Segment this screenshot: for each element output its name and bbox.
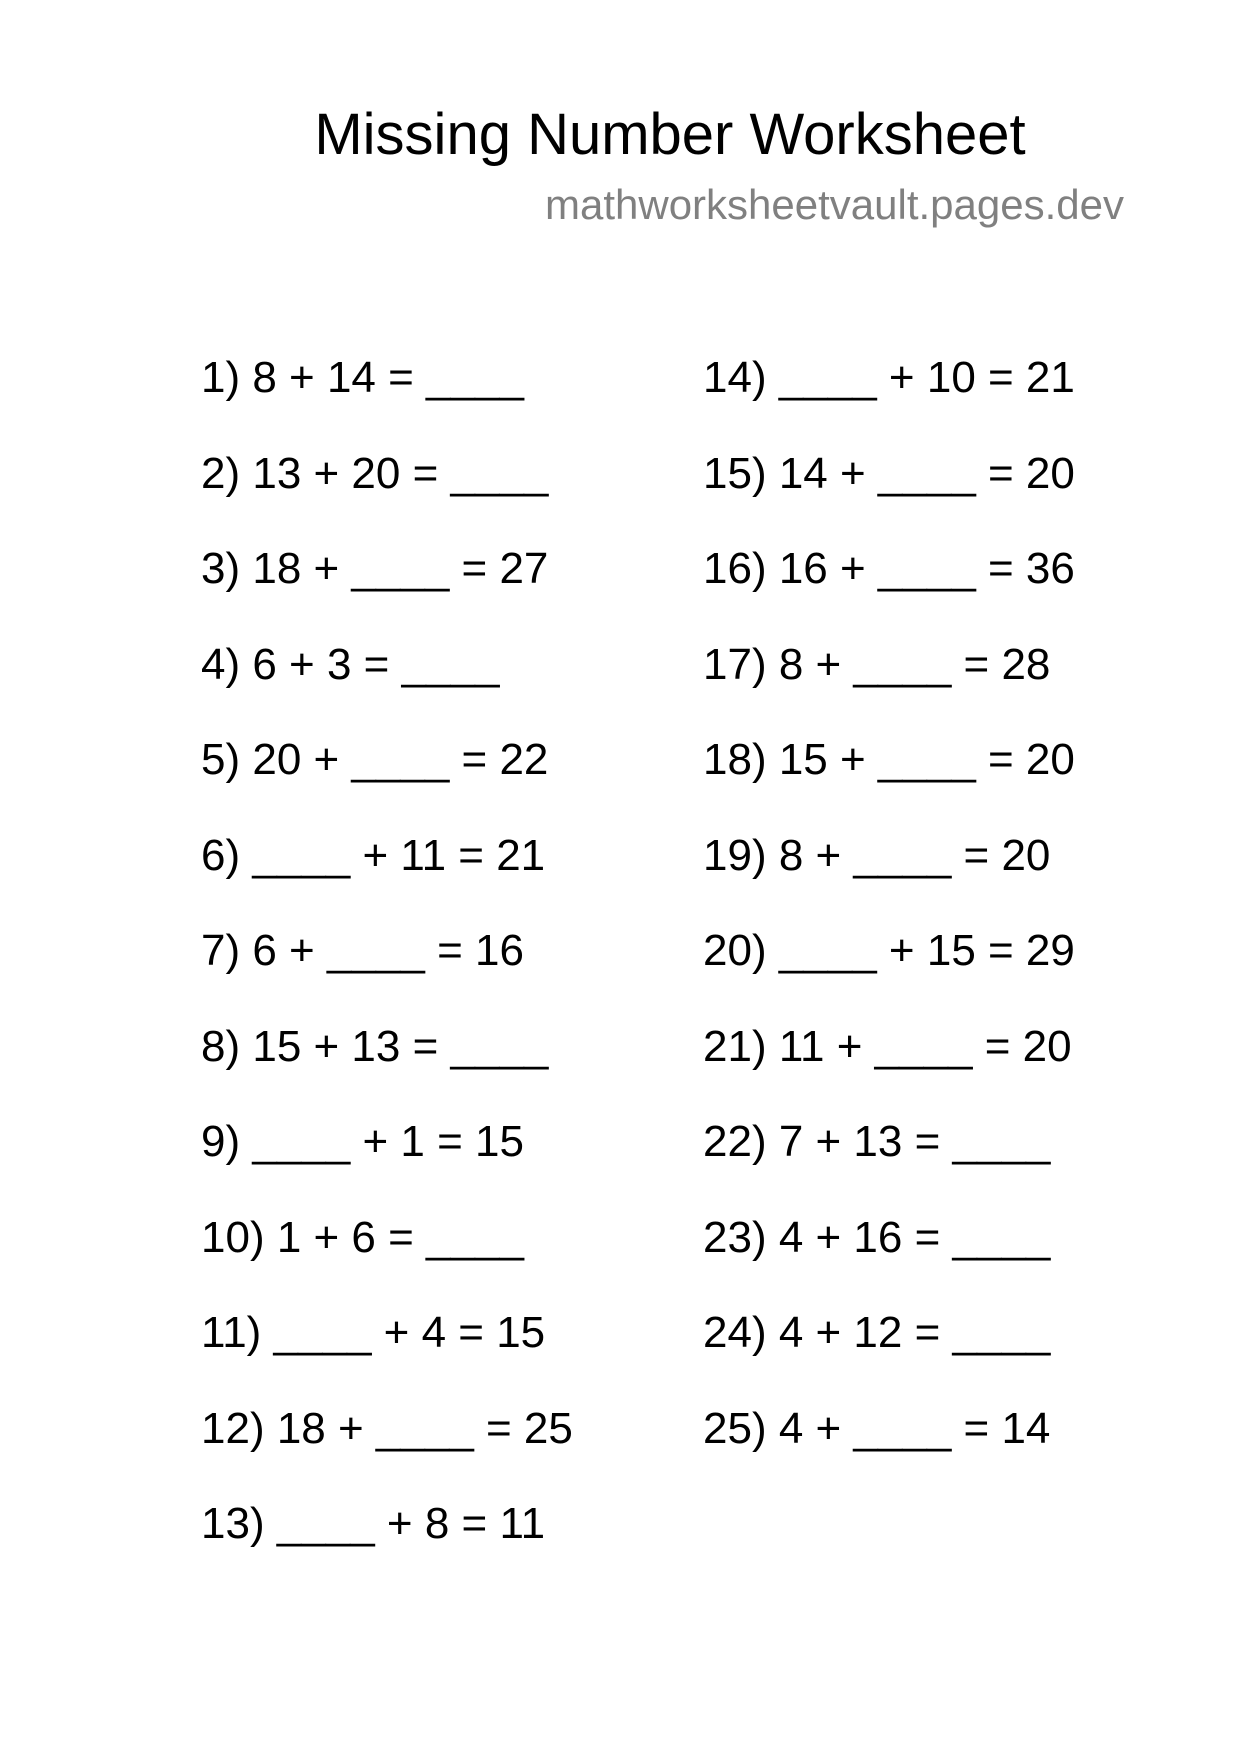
problem-item: 14) ____ + 10 = 21 [703, 353, 1075, 402]
problem-item: 6) ____ + 11 = 21 [201, 830, 546, 880]
source-url: mathworksheetvault.pages.dev [545, 181, 1124, 228]
problem-item: 7) 6 + ____ = 16 [201, 926, 524, 975]
problem-item: 16) 16 + ____ = 36 [703, 544, 1075, 593]
problem-item: 17) 8 + ____ = 28 [703, 639, 1051, 689]
problem-item: 20) ____ + 15 = 29 [703, 926, 1075, 975]
problem-item: 19) 8 + ____ = 20 [703, 830, 1051, 880]
problem-list-left [201, 348, 573, 1590]
problem-item: 3) 18 + ____ = 27 [201, 544, 549, 593]
problem-item: 13) ____ + 8 = 11 [201, 1499, 546, 1548]
problem-item: 25) 4 + ____ = 14 [703, 1403, 1051, 1453]
problem-item: 22) 7 + 13 = ____ [703, 1117, 1051, 1166]
problem-item: 4) 6 + 3 = ____ [201, 639, 500, 689]
problem-item: 9) ____ + 1 = 15 [201, 1117, 524, 1166]
problem-list-right [703, 348, 1075, 1494]
problem-item: 11) ____ + 4 = 15 [201, 1308, 546, 1357]
problem-item: 21) 11 + ____ = 20 [703, 1021, 1072, 1071]
problem-item: 23) 4 + 16 = ____ [703, 1212, 1051, 1262]
problem-item: 15) 14 + ____ = 20 [703, 448, 1075, 498]
problem-item: 18) 15 + ____ = 20 [703, 735, 1075, 784]
problem-item: 10) 1 + 6 = ____ [201, 1212, 524, 1262]
problem-item: 24) 4 + 12 = ____ [703, 1308, 1051, 1357]
worksheet-title: Missing Number Worksheet [314, 102, 1026, 167]
problem-item: 2) 13 + 20 = ____ [201, 448, 549, 498]
problem-item: 1) 8 + 14 = ____ [201, 353, 524, 402]
problem-item: 8) 15 + 13 = ____ [201, 1021, 549, 1071]
problem-item: 12) 18 + ____ = 25 [201, 1403, 573, 1453]
problem-item: 5) 20 + ____ = 22 [201, 735, 549, 784]
